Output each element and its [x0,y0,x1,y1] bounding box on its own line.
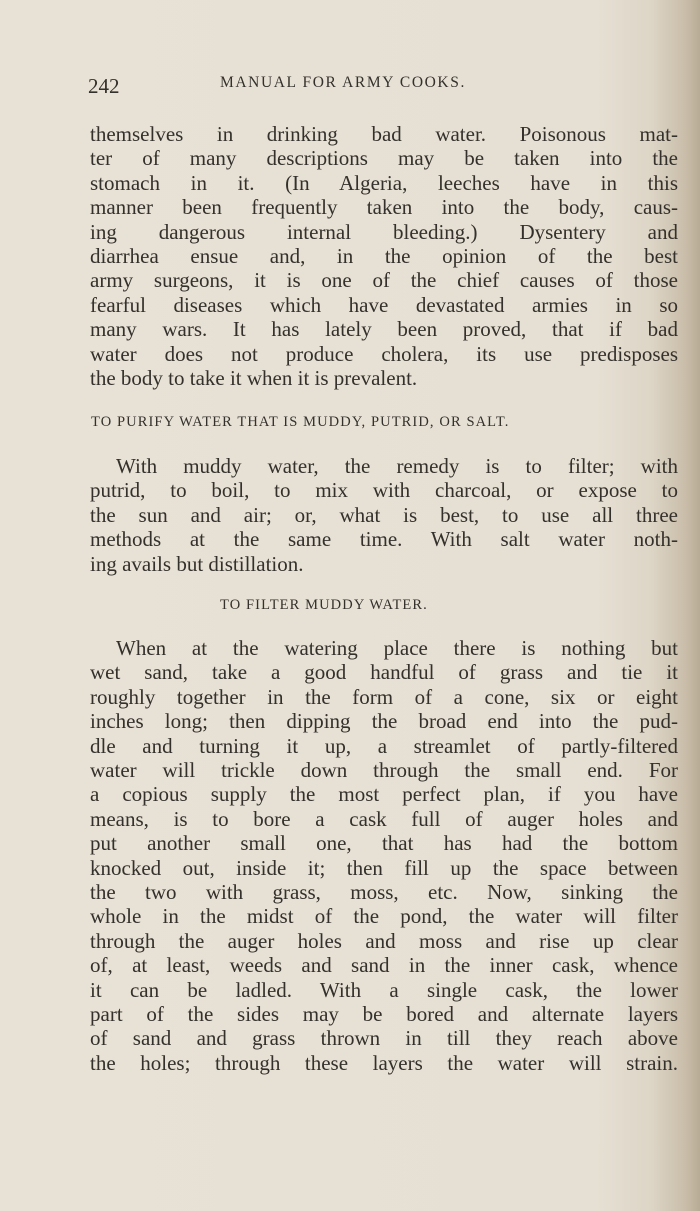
text-line: knocked out, inside it; then fill up the space between [90,855,678,880]
text-line: dle and turning it up, a streamlet of partly-filtered [90,733,678,758]
text-line: stomach in it. (In Algeria, leeches have in this [90,170,678,195]
text-line: of, at least, weeds and sand in the inner cask, whence [90,953,678,978]
running-title: MANUAL FOR ARMY COOKS. [220,74,466,91]
text-line: manner been frequently taken into the body, caus- [90,195,678,220]
text-line: the holes; through these layers the water will strain. [90,1050,678,1075]
text-line: putrid, to boil, to mix with charcoal, or expose to [90,478,678,503]
text-line: With muddy water, the remedy is to filter; with [116,454,678,478]
text-line: part of the sides may be bored and alternate layers [90,1002,678,1026]
text-line: many wars. It has lately been proved, that if bad [90,317,678,342]
text-line: army surgeons, it is one of the chief causes of those [90,268,678,293]
text-line: means, is to bore a cask full of auger holes and [90,806,678,831]
text-line: through the auger holes and moss and rise up clear [90,928,678,953]
text-line: a copious supply the most perfect plan, if you have [90,782,678,807]
text-line: ing dangerous internal bleeding.) Dysentery and [90,219,678,244]
text-line: put another small one, that has had the bottom [90,831,678,856]
section-heading: TO PURIFY WATER THAT IS MUDDY, PUTRID, OR SALT. [91,414,510,430]
text-line: ing avails but distillation. [90,551,304,576]
text-line: the two with grass, moss, etc. Now, sinking the [90,880,678,904]
section-heading: TO FILTER MUDDY WATER. [220,597,428,613]
text-line: methods at the same time. With salt water noth- [90,527,678,552]
text-line: When at the watering place there is nothing but [116,636,678,660]
text-line: roughly together in the form of a cone, six or eight [90,684,678,709]
text-line: inches long; then dipping the broad end into the pud- [90,709,678,734]
page-number: 242 [88,74,120,98]
text-line: the body to take it when it is prevalent. [90,366,418,390]
text-line: water will trickle down through the small end. For [90,758,678,782]
text-line: diarrhea ensue and, in the opinion of the best [90,244,678,268]
text-line: themselves in drinking bad water. Poisonous mat- [90,122,678,146]
text-line: water does not produce cholera, its use predisposes [90,341,678,366]
text-line: of sand and grass thrown in till they reach above [90,1026,678,1051]
text-line: whole in the midst of the pond, the water will filter [90,904,678,929]
text-line: it can be ladled. With a single cask, the lower [90,977,678,1002]
text-line: ter of many descriptions may be taken into the [90,146,678,171]
text-line: wet sand, take a good handful of grass and tie it [90,660,678,685]
text-line: the sun and air; or, what is best, to use all three [90,502,678,527]
text-line: fearful diseases which have devastated armies in so [90,292,678,317]
